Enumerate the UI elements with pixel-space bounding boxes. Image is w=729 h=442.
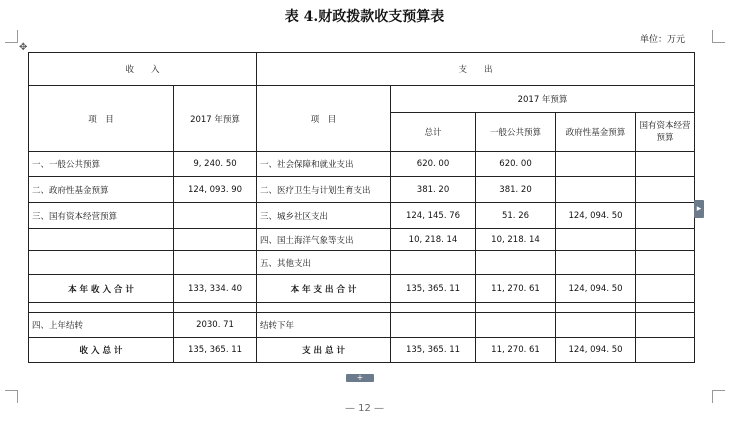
empty-cell — [174, 303, 257, 313]
expense-item-cell: 五、其他支出 — [257, 251, 391, 275]
carryover-expense-item: 结转下年 — [257, 313, 391, 338]
carryover-income-item: 四、上年结转 — [29, 313, 174, 338]
expense-item-cell: 三、城乡社区支出 — [257, 203, 391, 229]
empty-cell — [556, 313, 636, 338]
expense-item-cell: 二、医疗卫生与计划生育支出 — [257, 177, 391, 203]
crop-mark-bottom-left — [5, 390, 18, 403]
capital-cell — [636, 251, 695, 275]
capital-cell — [636, 229, 695, 251]
income-item-cell — [29, 251, 174, 275]
carryover-income-value: 2030. 71 — [174, 313, 257, 338]
income-header: 收 入 — [29, 53, 257, 86]
header-row-2 — [29, 86, 695, 113]
budget-table — [28, 52, 695, 363]
income-budget-cell — [174, 229, 257, 251]
general-cell: 381. 20 — [476, 177, 556, 203]
header-row-1 — [29, 53, 695, 86]
carryover-row — [29, 313, 695, 338]
spacer-row — [29, 303, 695, 313]
fund-cell — [556, 177, 636, 203]
grand-general-cell: 11, 270. 61 — [476, 338, 556, 363]
annual-general-cell: 11, 270. 61 — [476, 275, 556, 303]
income-budget-cell — [174, 251, 257, 275]
fund-cell — [556, 251, 636, 275]
total-cell: 10, 218. 14 — [391, 229, 476, 251]
annual-expense-total-label: 本 年 支 出 合 计 — [257, 275, 391, 303]
income-item-cell: 一、一般公共预算 — [29, 152, 174, 177]
total-cell — [391, 251, 476, 275]
income-budget-cell: 124, 093. 90 — [174, 177, 257, 203]
grand-total-row — [29, 338, 695, 363]
annual-capital-cell — [636, 275, 695, 303]
state-capital-header: 国有资本经营预算 — [636, 113, 695, 152]
gov-fund-header: 政府性基金预算 — [556, 113, 636, 152]
expense-budget-header: 2017 年预算 — [391, 86, 695, 113]
crop-mark-bottom-right — [712, 390, 725, 403]
crop-mark-top-left — [5, 30, 18, 43]
capital-cell — [636, 203, 695, 229]
expense-header: 支 出 — [257, 53, 695, 86]
add-row-handle-icon[interactable]: + — [346, 374, 374, 382]
grand-fund-cell: 124, 094. 50 — [556, 338, 636, 363]
grand-income-total-value: 135, 365. 11 — [174, 338, 257, 363]
expense-item-cell: 四、国土海洋气象等支出 — [257, 229, 391, 251]
income-budget-cell — [174, 203, 257, 229]
table-row — [29, 203, 695, 229]
crop-mark-top-right — [712, 30, 725, 43]
table-row — [29, 251, 695, 275]
income-item-header: 项 目 — [29, 86, 174, 152]
expense-item-header: 项 目 — [257, 86, 391, 152]
grand-total-cell: 135, 365. 11 — [391, 338, 476, 363]
fund-cell: 124, 094. 50 — [556, 203, 636, 229]
empty-cell — [476, 303, 556, 313]
fund-cell — [556, 152, 636, 177]
general-cell: 620. 00 — [476, 152, 556, 177]
table-move-handle-icon[interactable]: ✥ — [19, 42, 28, 53]
capital-cell — [636, 177, 695, 203]
empty-cell — [391, 313, 476, 338]
empty-cell — [476, 313, 556, 338]
annual-fund-cell: 124, 094. 50 — [556, 275, 636, 303]
annual-income-total-label: 本 年 收 入 合 计 — [29, 275, 174, 303]
empty-cell — [257, 303, 391, 313]
total-cell: 124, 145. 76 — [391, 203, 476, 229]
table-row — [29, 177, 695, 203]
income-item-cell: 二、政府性基金预算 — [29, 177, 174, 203]
total-cell: 620. 00 — [391, 152, 476, 177]
income-budget-header: 2017 年预算 — [174, 86, 257, 152]
add-column-handle-icon[interactable]: ▸ — [694, 200, 704, 218]
table-row — [29, 152, 695, 177]
general-cell — [476, 251, 556, 275]
empty-cell — [636, 303, 695, 313]
general-cell: 10, 218. 14 — [476, 229, 556, 251]
capital-cell — [636, 152, 695, 177]
table-row — [29, 229, 695, 251]
page-title: 表 4.财政拨款收支预算表 — [284, 9, 445, 25]
general-public-header: 一般公共预算 — [476, 113, 556, 152]
income-item-cell — [29, 229, 174, 251]
page-number: — 12 — — [344, 403, 385, 414]
empty-cell — [556, 303, 636, 313]
expense-item-cell: 一、社会保障和就业支出 — [257, 152, 391, 177]
annual-total-cell: 135, 365. 11 — [391, 275, 476, 303]
empty-cell — [391, 303, 476, 313]
income-item-cell: 三、国有资本经营预算 — [29, 203, 174, 229]
grand-expense-total-label: 支 出 总 计 — [257, 338, 391, 363]
empty-cell — [29, 303, 174, 313]
income-budget-cell: 9, 240. 50 — [174, 152, 257, 177]
grand-income-total-label: 收 入 总 计 — [29, 338, 174, 363]
total-header: 总计 — [391, 113, 476, 152]
empty-cell — [636, 313, 695, 338]
annual-income-total-value: 133, 334. 40 — [174, 275, 257, 303]
unit-label: 单位：万元 — [640, 35, 686, 45]
grand-capital-cell — [636, 338, 695, 363]
total-cell: 381. 20 — [391, 177, 476, 203]
general-cell: 51. 26 — [476, 203, 556, 229]
fund-cell — [556, 229, 636, 251]
annual-total-row — [29, 275, 695, 303]
